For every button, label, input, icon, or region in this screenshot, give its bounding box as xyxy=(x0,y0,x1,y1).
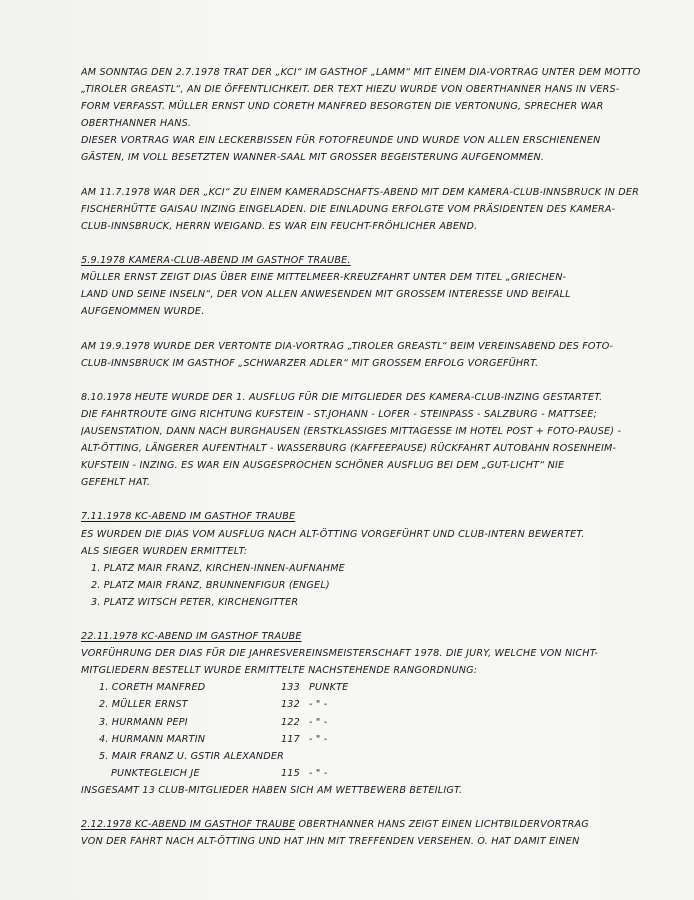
text-line: CLUB-INNSBRUCK, HERRN WEIGAND. ES WAR EIN FEUCHT-FRÖHLICHER ABEND. xyxy=(81,220,478,232)
section-heading: 7.11.1978 KC-ABEND IM GASTHOF TRAUBE xyxy=(81,511,296,523)
text-line: JAUSENSTATION, DANN NACH BURGHAUSEN (ERSTKLASSIGES MITTAGESSE IM HOTEL POST + FOTO-PAUSE) - xyxy=(81,425,622,437)
text-line: 8.10.1978 HEUTE WURDE DER 1. AUSFLUG FÜR DIE MITGLIEDER DES KAMERA-CLUB-INZING GESTARTET. xyxy=(81,391,603,403)
ranking-unit: PUNKTE xyxy=(309,682,349,694)
paragraph-ausflug xyxy=(81,389,666,492)
text-line: GEFEHLT HAT. xyxy=(81,477,151,489)
ranking-name: PUNKTEGLEICH JE xyxy=(111,767,200,779)
text-line: LAND UND SEINE INSELN“, DER VON ALLEN ANWESENDEN MIT GROSSEM INTERESSE UND BEIFALL xyxy=(81,289,571,301)
ranking-row xyxy=(81,679,666,696)
text-line: AM SONNTAG DEN 2.7.1978 TRAT DER „KCI“ IM GASTHOF „LAMM“ MIT EINEM DIA-VORTRAG UNTER DEM MOTTO xyxy=(81,67,641,78)
ranking-name: 1. CORETH MANFRED xyxy=(99,682,206,694)
ranking-unit: - " - xyxy=(309,716,328,728)
section-heading: 5.9.1978 KAMERA-CLUB-ABEND IM GASTHOF TRAUBE. xyxy=(81,255,351,267)
section-heading: 22.11.1978 KC-ABEND IM GASTHOF TRAUBE xyxy=(81,631,302,643)
text-line: OBERTHANNER HANS. xyxy=(81,118,192,130)
text-line: VON DER FAHRT NACH ALT-ÖTTING UND HAT IHN MIT TREFFENDEN VERSEHEN. O. HAT DAMIT EINEN xyxy=(81,836,580,848)
ranking-unit: - " - xyxy=(309,733,328,745)
section-heading: 2.12.1978 KC-ABEND IM GASTHOF TRAUBE xyxy=(81,819,296,831)
section-5-9-1978 xyxy=(81,252,666,320)
document-body xyxy=(81,64,666,850)
ranking-unit: - " - xyxy=(309,767,328,779)
ranking-unit: - " - xyxy=(309,699,328,711)
text-line: DIESER VORTRAG WAR EIN LECKERBISSEN FÜR FOTOFREUNDE UND WURDE VON ALLEN ERSCHIENENEN xyxy=(81,135,601,147)
paragraph-kameradschafts-abend xyxy=(81,184,666,235)
text-line: „TIROLER GREASTL“, AN DIE ÖFFENTLICHKEIT. DER TEXT HIEZU WURDE VON OBERTHANNER HANS IN VERS- xyxy=(81,84,620,96)
section-2-12-1978 xyxy=(81,816,666,850)
ranking-row xyxy=(81,748,666,765)
ranking-name: 2. MÜLLER ERNST xyxy=(99,699,188,711)
text-line: MÜLLER ERNST ZEIGT DIAS ÜBER EINE MITTELMEER-KREUZFAHRT UNTER DEM TITEL „GRIECHEN- xyxy=(81,272,567,284)
ranking-points: 117 xyxy=(281,733,300,745)
text-line: VORFÜHRUNG DER DIAS FÜR DIE JAHRESVEREINSMEISTERSCHAFT 1978. DIE JURY, WELCHE VON NICHT- xyxy=(81,648,599,660)
text-line: INSGESAMT 13 CLUB-MITGLIEDER HABEN SICH AM WETTBEWERB BETEILIGT. xyxy=(81,784,463,796)
ranking-name: 3. HURMANN PEPI xyxy=(99,716,188,728)
paragraph-tiroler-greastl xyxy=(81,64,666,167)
ranking-points: 115 xyxy=(281,767,300,779)
text-line: AM 11.7.1978 WAR DER „KCI“ ZU EINEM KAMERADSCHAFTS-ABEND MIT DEM KAMERA-CLUB-INNSBRUCK IN DER xyxy=(81,186,639,198)
section-7-11-1978 xyxy=(81,508,666,611)
ranking-row xyxy=(81,731,666,748)
text-line: FORM VERFASST. MÜLLER ERNST UND CORETH MANFRED BESORGTEN DIE VERTONUNG, SPRECHER WAR xyxy=(81,101,604,113)
ranking-points: 133 xyxy=(281,682,300,694)
ranking-points: 132 xyxy=(281,699,300,711)
winner-item: 2. PLATZ MAIR FRANZ, BRUNNENFIGUR (ENGEL) xyxy=(91,579,330,591)
text-line: DIE FAHRTROUTE GING RICHTUNG KUFSTEIN - ST.JOHANN - LOFER - STEINPASS - SALZBURG - MATTSEE; xyxy=(81,408,597,420)
ranking-row xyxy=(81,714,666,731)
text-line: ALT-ÖTTING, LÄNGERER AUFENTHALT - WASSERBURG (KAFFEEPAUSE) RÜCKFAHRT AUTOBAHN ROSENHEIM- xyxy=(81,443,617,455)
text-line: ALS SIEGER WURDEN ERMITTELT: xyxy=(81,545,248,557)
ranking-name: 4. HURMANN MARTIN xyxy=(99,733,206,745)
text-line: OBERTHANNER HANS ZEIGT EINEN LICHTBILDERVORTRAG xyxy=(295,819,589,831)
ranking-name: 5. MAIR FRANZ U. GSTIR ALEXANDER xyxy=(99,750,284,762)
winner-item: 1. PLATZ MAIR FRANZ, KIRCHEN-INNEN-AUFNAHME xyxy=(91,562,345,574)
text-line: KUFSTEIN - INZING. ES WAR EIN AUSGESPROCHEN SCHÖNER AUSFLUG BEI DEM „GUT-LICHT“ NIE xyxy=(81,460,565,472)
ranking-row xyxy=(81,765,666,782)
text-line: AUFGENOMMEN WURDE. xyxy=(81,306,205,318)
text-line: ES WURDEN DIE DIAS VOM AUSFLUG NACH ALT-ÖTTING VORGEFÜHRT UND CLUB-INTERN BEWERTET. xyxy=(81,528,585,540)
ranking-points: 122 xyxy=(281,716,300,728)
text-line: AM 19.9.1978 WURDE DER VERTONTE DIA-VORTRAG „TIROLER GREASTL“ BEIM VEREINSABEND DES FOTO- xyxy=(81,340,614,352)
text-line: FISCHERHÜTTE GAISAU INZING EINGELADEN. DIE EINLADUNG ERFOLGTE VOM PRÄSIDENTEN DES KAMERA- xyxy=(81,203,616,215)
text-line: MITGLIEDERN BESTELLT WURDE ERMITTELTE NACHSTEHENDE RANGORDNUNG: xyxy=(81,665,478,677)
section-22-11-1978 xyxy=(81,628,666,799)
text-line: GÄSTEN, IM VOLL BESETZTEN WANNER-SAAL MIT GROSSER BEGEISTERUNG AUFGENOMMEN. xyxy=(81,152,545,164)
text-line: CLUB-INNSBRUCK IM GASTHOF „SCHWARZER ADLER“ MIT GROSSEM ERFOLG VORGEFÜHRT. xyxy=(81,357,539,369)
ranking-row xyxy=(81,696,666,713)
paragraph-19-9-1978 xyxy=(81,338,666,372)
winner-item: 3. PLATZ WITSCH PETER, KIRCHENGITTER xyxy=(91,596,299,608)
